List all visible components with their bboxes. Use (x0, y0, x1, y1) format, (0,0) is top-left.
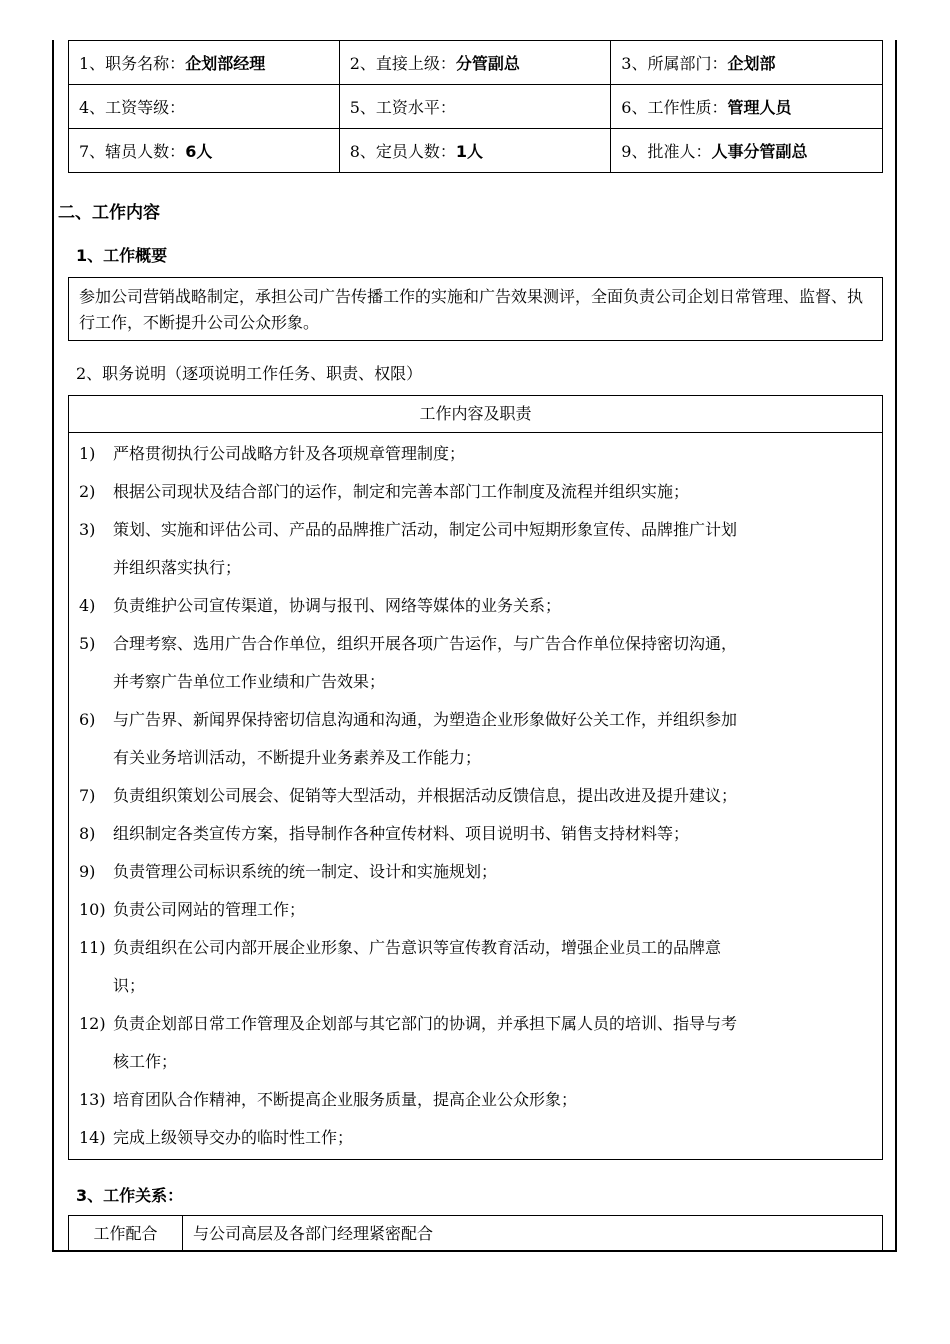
cell-value: 企划部 (727, 54, 776, 73)
cell-value: 分管副总 (455, 54, 520, 73)
headcount-cell (339, 129, 611, 173)
duty-line: 策划、实施和评估公司、产品的品牌推广活动，制定公司中短期形象宣传、品牌推广计划 (113, 520, 738, 539)
list-item (79, 1119, 869, 1157)
cell-value: 人事分管副总 (711, 142, 808, 161)
approver-cell (611, 129, 883, 173)
duty-text (113, 929, 869, 1005)
duty-number: 10) (79, 900, 106, 919)
duty-line: 负责企划部日常工作管理及企划部与其它部门的协调，并承担下属人员的培训、指导与考 (113, 1014, 738, 1033)
cell-label: 6、工作性质： (621, 98, 728, 117)
duty-number: 8) (79, 824, 96, 843)
duty-text (113, 435, 869, 473)
duty-line: 严格贯彻执行公司战略方针及各项规章管理制度； (113, 444, 466, 463)
list-item (79, 1005, 869, 1081)
duty-number: 7) (79, 786, 96, 805)
cell-label: 9、批准人： (621, 142, 712, 161)
duty-line: 并组织落实执行； (113, 558, 242, 577)
supervisor-cell (339, 41, 611, 85)
list-item (79, 1081, 869, 1119)
duty-line: 核工作； (113, 1052, 178, 1071)
duty-line: 根据公司现状及结合部门的运作，制定和完善本部门工作制度及流程并组织实施； (113, 482, 690, 501)
duty-line: 有关业务培训活动，不断提升业务素养及工作能力； (113, 748, 482, 767)
list-item (79, 929, 869, 1005)
duty-number: 14) (79, 1128, 106, 1147)
duty-text (113, 891, 869, 929)
cell-value: 管理人员 (727, 98, 792, 117)
list-item (79, 435, 869, 473)
list-item (79, 701, 869, 777)
duty-number: 2) (79, 482, 96, 501)
list-item (79, 473, 869, 511)
staff-count-cell (69, 129, 340, 173)
duty-number: 13) (79, 1090, 106, 1109)
duty-line: 合理考察、选用广告合作单位，组织开展各项广告运作，与广告合作单位保持密切沟通， (113, 634, 738, 653)
overview-title: 1、工作概要 (76, 246, 168, 265)
cell-label: 8、定员人数： (349, 142, 456, 161)
job-nature-cell (611, 85, 883, 129)
duty-text (113, 587, 869, 625)
duty-text (113, 1119, 869, 1157)
department-cell (611, 41, 883, 85)
duty-line: 识； (113, 976, 146, 995)
cell-label: 5、工资水平： (349, 98, 456, 117)
duty-number: 5) (79, 634, 96, 653)
duty-line: 并考察广告单位工作业绩和广告效果； (113, 672, 386, 691)
cell-label: 4、工资等级： (79, 98, 186, 117)
cell-label: 7、辖员人数： (79, 142, 186, 161)
table-row (69, 129, 883, 173)
duty-number: 6) (79, 710, 96, 729)
list-item (79, 815, 869, 853)
duty-line: 组织制定各类宣传方案，指导制作各种宣传材料、项目说明书、销售支持材料等； (113, 824, 690, 843)
duties-title: 2、职务说明（逐项说明工作任务、职责、权限） (76, 364, 423, 383)
duty-number: 11) (79, 938, 106, 957)
cell-label: 1、职务名称： (79, 54, 186, 73)
cell-label: 3、所属部门： (621, 54, 728, 73)
cell-value: 企划部经理 (185, 54, 266, 73)
section-title: 二、工作内容 (58, 203, 160, 223)
duty-text (113, 1005, 869, 1081)
duty-text (113, 511, 869, 587)
duty-line: 负责管理公司标识系统的统一制定、设计和实施规划； (113, 862, 498, 881)
duty-line: 负责维护公司宣传渠道，协调与报刊、网络等媒体的业务关系； (113, 596, 562, 615)
overview-box (68, 277, 883, 341)
cell-value: 1人 (455, 142, 484, 161)
job-info-table (68, 40, 883, 173)
duty-number: 9) (79, 862, 96, 881)
list-item (79, 891, 869, 929)
list-item (79, 777, 869, 815)
salary-level-cell (339, 85, 611, 129)
relations-row (68, 1215, 883, 1252)
relation-value: 与公司高层及各部门经理紧密配合 (193, 1224, 434, 1243)
relation-key: 工作配合 (69, 1216, 183, 1252)
duty-line: 完成上级领导交办的临时性工作； (113, 1128, 354, 1147)
duty-line: 负责组织在公司内部开展企业形象、广告意识等宣传教育活动，增强企业员工的品牌意 (113, 938, 722, 957)
duty-line: 负责组织策划公司展会、促销等大型活动，并根据活动反馈信息，提出改进及提升建议； (113, 786, 738, 805)
cell-label: 2、直接上级： (349, 54, 456, 73)
duty-number: 4) (79, 596, 96, 615)
table-row (69, 85, 883, 129)
duties-table (68, 395, 883, 1160)
list-item (79, 853, 869, 891)
duty-text (113, 815, 869, 853)
overview-text: 参加公司营销战略制定，承担公司广告传播工作的实施和广告效果测评，全面负责公司企划日常管理、监督、执行工作，不断提升公司公众形象。 (79, 287, 864, 332)
duty-text (113, 777, 869, 815)
list-item (79, 511, 869, 587)
duty-text (113, 625, 869, 701)
cell-value: 6人 (185, 142, 213, 161)
duty-line: 与广告界、新闻界保持密切信息沟通和沟通，为塑造企业形象做好公关工作，并组织参加 (113, 710, 738, 729)
duty-number: 12) (79, 1014, 106, 1033)
duties-header: 工作内容及职责 (69, 396, 882, 433)
duty-line: 培育团队合作精神，不断提高企业服务质量，提高企业公众形象； (113, 1090, 578, 1109)
list-item (79, 625, 869, 701)
duty-text (113, 1081, 869, 1119)
salary-grade-cell (69, 85, 340, 129)
duty-line: 负责公司网站的管理工作； (113, 900, 306, 919)
list-item (79, 587, 869, 625)
duty-text (113, 473, 869, 511)
relations-title: 3、工作关系： (76, 1186, 184, 1205)
duty-number: 1) (79, 444, 96, 463)
duty-text (113, 853, 869, 891)
duty-text (113, 701, 869, 777)
duty-number: 3) (79, 520, 96, 539)
table-row (69, 41, 883, 85)
job-title-cell (69, 41, 340, 85)
